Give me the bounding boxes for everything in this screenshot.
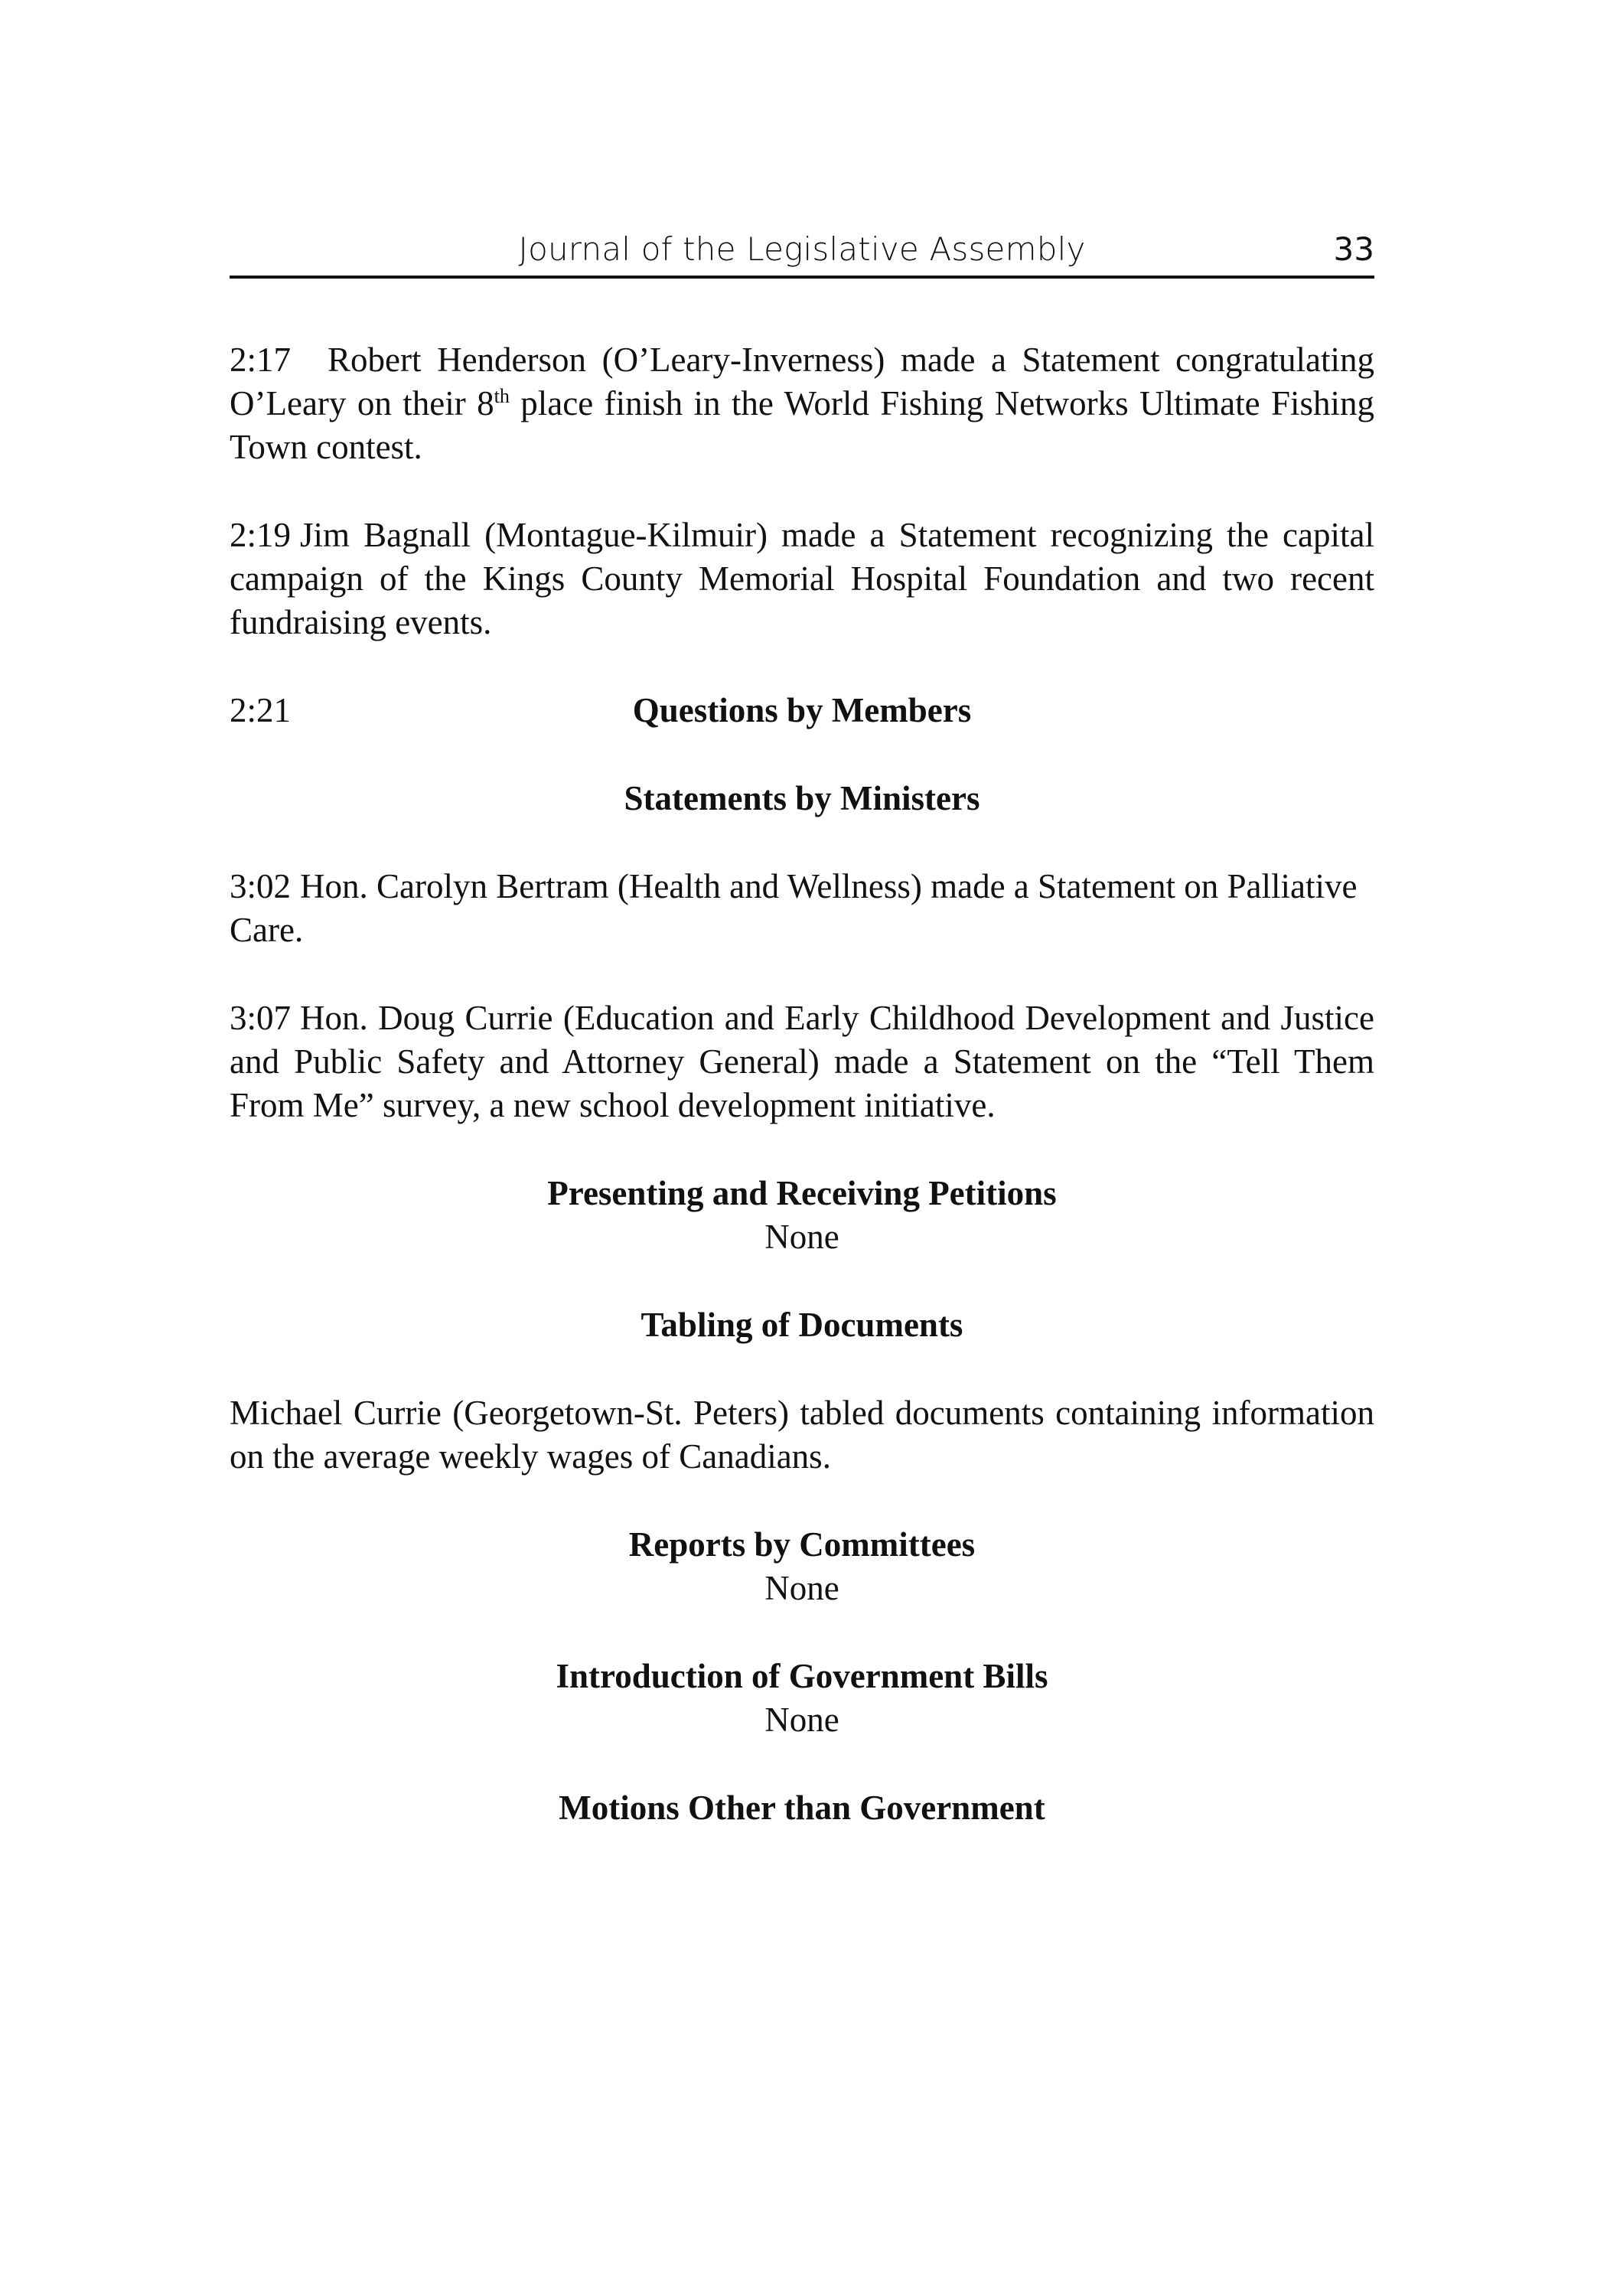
government-bills-none: None bbox=[764, 1701, 839, 1739]
government-bills-heading: Introduction of Government Bills bbox=[556, 1657, 1048, 1695]
motions-section bbox=[230, 1786, 1374, 1830]
entry-time: 2:17 bbox=[230, 341, 292, 379]
documents-heading: Tabling of Documents bbox=[641, 1306, 963, 1344]
ministers-heading: Statements by Ministers bbox=[624, 779, 980, 817]
questions-section bbox=[230, 689, 1374, 732]
entry-time: 2:19 bbox=[230, 516, 292, 554]
questions-time: 2:21 bbox=[230, 691, 292, 729]
entry-currie-statement bbox=[230, 996, 1374, 1127]
running-header bbox=[230, 228, 1374, 279]
ministers-section-heading bbox=[230, 777, 1374, 820]
entry-time: 3:07 bbox=[230, 999, 292, 1037]
entry-henderson-statement bbox=[230, 338, 1374, 469]
committees-none: None bbox=[764, 1569, 839, 1607]
entry-text: Jim Bagnall (Montague-Kilmuir) made a Statement recognizing the capital campaign of the Kings County Memorial Hospital Foundation and two recent fundraising events. bbox=[230, 516, 1374, 641]
entry-text: Hon. Doug Currie (Education and Early Childhood Development and Justice and Public Safety and Attorney General) made a Statement on the “Tell Them From Me” survey, a new school development initiative. bbox=[230, 999, 1374, 1124]
journal-content bbox=[230, 338, 1374, 1874]
entry-text-continued: place finish in the World Fishing Networks Ultimate Fishing Town contest. bbox=[230, 384, 1374, 466]
motions-heading: Motions Other than Government bbox=[559, 1789, 1045, 1827]
committees-heading: Reports by Committees bbox=[628, 1525, 976, 1564]
petitions-heading: Presenting and Receiving Petitions bbox=[547, 1174, 1057, 1212]
entry-time: 3:02 bbox=[230, 867, 292, 905]
journal-title: Journal of the Legislative Assembly bbox=[518, 230, 1086, 268]
questions-heading: Questions by Members bbox=[632, 691, 972, 729]
entry-text: Hon. Carolyn Bertram (Health and Wellness) made a Statement on Palliative Care. bbox=[230, 867, 1358, 949]
entry-bagnall-statement bbox=[230, 514, 1374, 644]
entry-text: Robert Henderson (O’Leary-Inverness) made a Statement congratulating O’Leary on their 8 bbox=[230, 341, 1374, 422]
government-bills-section bbox=[230, 1655, 1374, 1742]
documents-section-heading bbox=[230, 1303, 1374, 1347]
committees-section bbox=[230, 1523, 1374, 1610]
ordinal-suffix: th bbox=[494, 385, 510, 407]
entry-tabled-documents bbox=[230, 1391, 1374, 1479]
page-number: 33 bbox=[1333, 230, 1374, 268]
entry-text: Michael Currie (Georgetown-St. Peters) tabled documents containing information on the average weekly wages of Canadians. bbox=[230, 1394, 1374, 1476]
entry-bertram-statement bbox=[230, 865, 1374, 952]
petitions-none: None bbox=[764, 1218, 839, 1256]
petitions-section bbox=[230, 1172, 1374, 1259]
